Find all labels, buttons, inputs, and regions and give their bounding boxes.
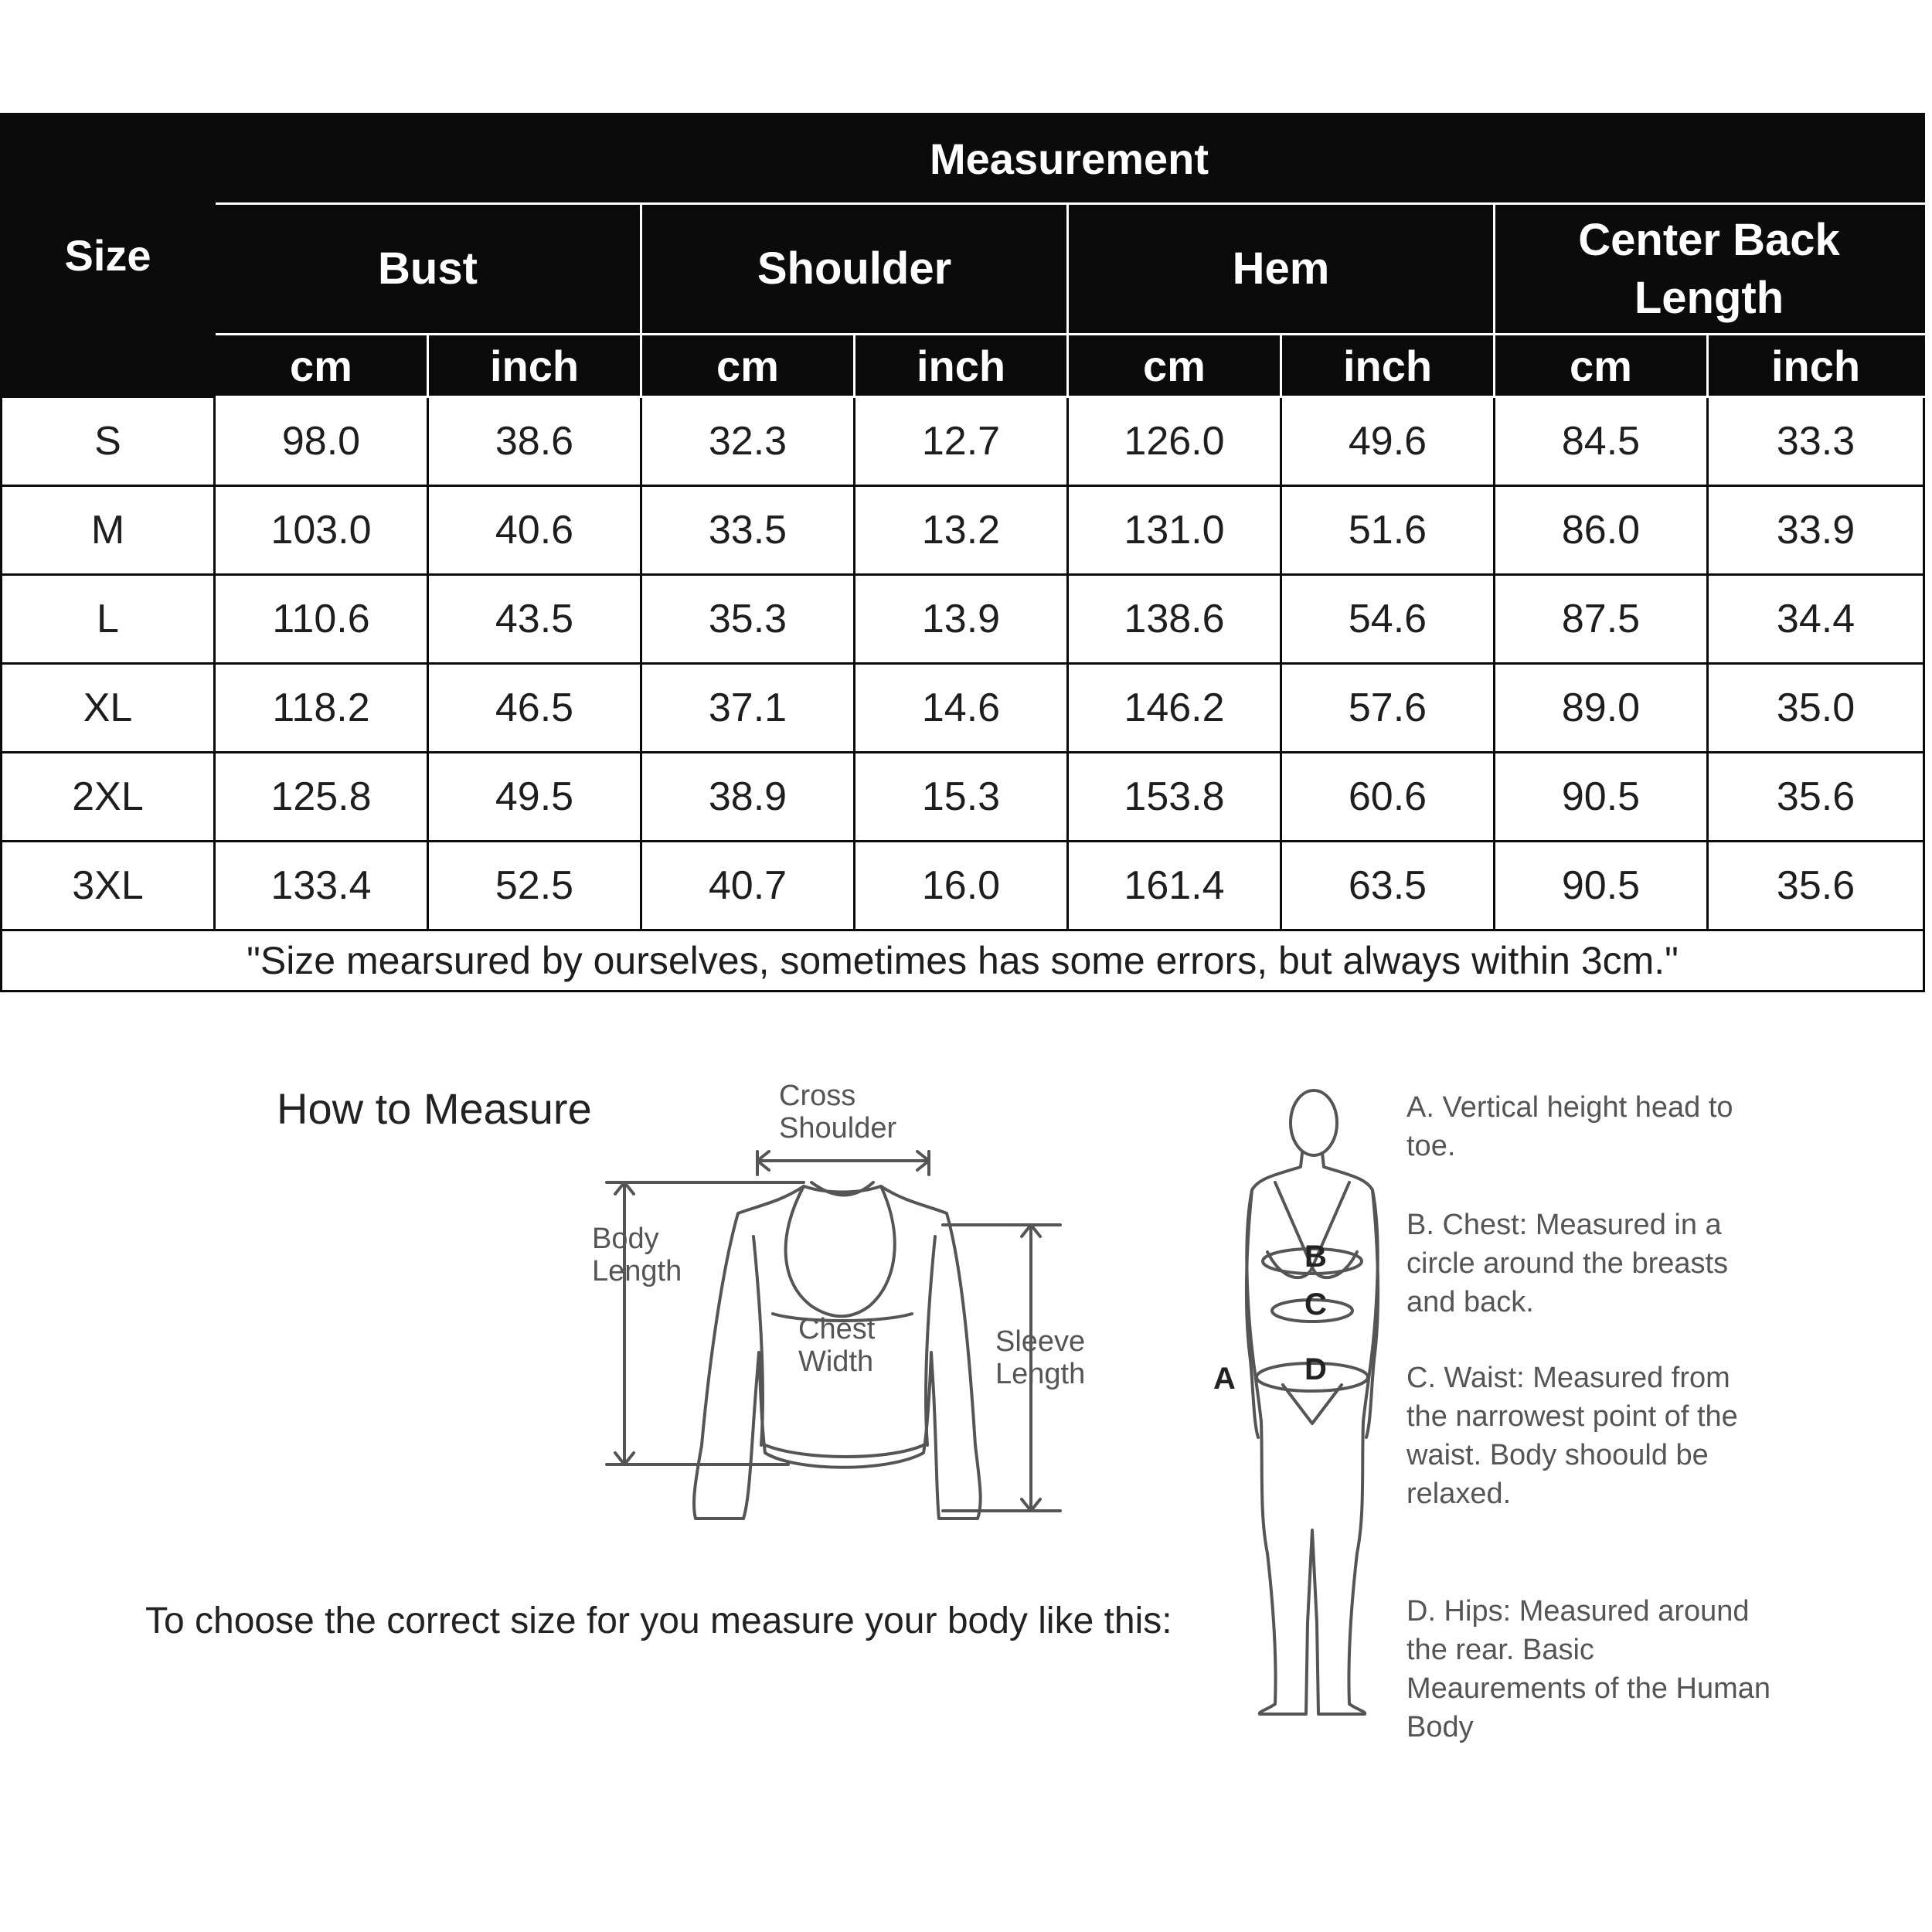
value-cell: 13.9	[855, 575, 1068, 664]
value-cell: 60.6	[1281, 753, 1495, 842]
value-cell: 133.4	[215, 842, 428, 930]
value-cell: 57.6	[1281, 664, 1495, 753]
value-cell: 126.0	[1068, 397, 1281, 486]
value-cell: 161.4	[1068, 842, 1281, 930]
value-cell: 138.6	[1068, 575, 1281, 664]
value-cell: 89.0	[1495, 664, 1708, 753]
value-cell: 14.6	[855, 664, 1068, 753]
value-cell: 34.4	[1708, 575, 1924, 664]
value-cell: 16.0	[855, 842, 1068, 930]
value-cell: 38.6	[428, 397, 641, 486]
definition-c: C. Waist: Measured from the narrowest point of the waist. Body shoould be relaxed.	[1406, 1362, 1738, 1510]
figure-letter-c: C	[1304, 1287, 1327, 1321]
definition-b: B. Chest: Measured in a circle around the breasts and back.	[1406, 1209, 1729, 1318]
value-cell: 86.0	[1495, 486, 1708, 575]
size-cell: L	[2, 575, 215, 664]
value-cell: 87.5	[1495, 575, 1708, 664]
value-cell: 103.0	[215, 486, 428, 575]
size-cell: 3XL	[2, 842, 215, 930]
value-cell: 40.7	[641, 842, 855, 930]
definition-a: A. Vertical height head to toe.	[1406, 1091, 1733, 1162]
size-cell: S	[2, 397, 215, 486]
value-cell: 35.6	[1708, 753, 1924, 842]
figure-letter-d: D	[1304, 1352, 1327, 1386]
value-cell: 98.0	[215, 397, 428, 486]
value-cell: 52.5	[428, 842, 641, 930]
value-cell: 33.3	[1708, 397, 1924, 486]
value-cell: 35.3	[641, 575, 855, 664]
size-cell: 2XL	[2, 753, 215, 842]
value-cell: 32.3	[641, 397, 855, 486]
measurement-note: "Size mearsured by ourselves, sometimes has some errors, but always within 3cm."	[2, 930, 1924, 992]
unit-header-inch: inch	[428, 335, 641, 397]
value-cell: 49.6	[1281, 397, 1495, 486]
instruction-text: To choose the correct size for you measure your body like this:	[145, 1600, 1172, 1641]
unit-header-inch: inch	[1708, 335, 1924, 397]
unit-header-cm: cm	[1495, 335, 1708, 397]
value-cell: 35.0	[1708, 664, 1924, 753]
value-cell: 146.2	[1068, 664, 1281, 753]
value-cell: 15.3	[855, 753, 1068, 842]
unit-header-cm: cm	[215, 335, 428, 397]
value-cell: 84.5	[1495, 397, 1708, 486]
value-cell: 46.5	[428, 664, 641, 753]
value-cell: 131.0	[1068, 486, 1281, 575]
value-cell: 118.2	[215, 664, 428, 753]
value-cell: 49.5	[428, 753, 641, 842]
value-cell: 90.5	[1495, 842, 1708, 930]
figure-letter-a: A	[1213, 1362, 1236, 1396]
measurement-header: Measurement	[215, 114, 1924, 204]
size-cell: XL	[2, 664, 215, 753]
value-cell: 38.9	[641, 753, 855, 842]
value-cell: 43.5	[428, 575, 641, 664]
unit-header-cm: cm	[641, 335, 855, 397]
how-to-measure-title: How to Measure	[277, 1084, 592, 1133]
sleeve-length-label: Sleeve Length	[995, 1325, 1086, 1390]
unit-header-inch: inch	[855, 335, 1068, 397]
value-cell: 63.5	[1281, 842, 1495, 930]
value-cell: 40.6	[428, 486, 641, 575]
value-cell: 110.6	[215, 575, 428, 664]
group-header-bust: Bust	[215, 204, 641, 335]
size-column-header: Size	[2, 114, 215, 397]
definition-d: D. Hips: Measured around the rear. Basic Meaurements of the Human Body	[1406, 1595, 1771, 1743]
value-cell: 90.5	[1495, 753, 1708, 842]
size-cell: M	[2, 486, 215, 575]
value-cell: 33.5	[641, 486, 855, 575]
value-cell: 37.1	[641, 664, 855, 753]
cross-shoulder-label: Cross Shoulder	[779, 1080, 897, 1145]
body-length-label: Body Length	[592, 1223, 682, 1287]
value-cell: 51.6	[1281, 486, 1495, 575]
group-header-hem: Hem	[1068, 204, 1495, 335]
value-cell: 54.6	[1281, 575, 1495, 664]
unit-header-inch: inch	[1281, 335, 1495, 397]
chest-width-label: Chest Width	[798, 1313, 876, 1378]
value-cell: 153.8	[1068, 753, 1281, 842]
value-cell: 35.6	[1708, 842, 1924, 930]
value-cell: 33.9	[1708, 486, 1924, 575]
group-header-shoulder: Shoulder	[641, 204, 1068, 335]
value-cell: 125.8	[215, 753, 428, 842]
group-header-center-back-length: Center Back Length	[1495, 204, 1924, 335]
human-figure	[1247, 1090, 1378, 1714]
value-cell: 13.2	[855, 486, 1068, 575]
unit-header-cm: cm	[1068, 335, 1281, 397]
value-cell: 12.7	[855, 397, 1068, 486]
figure-letter-b: B	[1304, 1240, 1327, 1274]
